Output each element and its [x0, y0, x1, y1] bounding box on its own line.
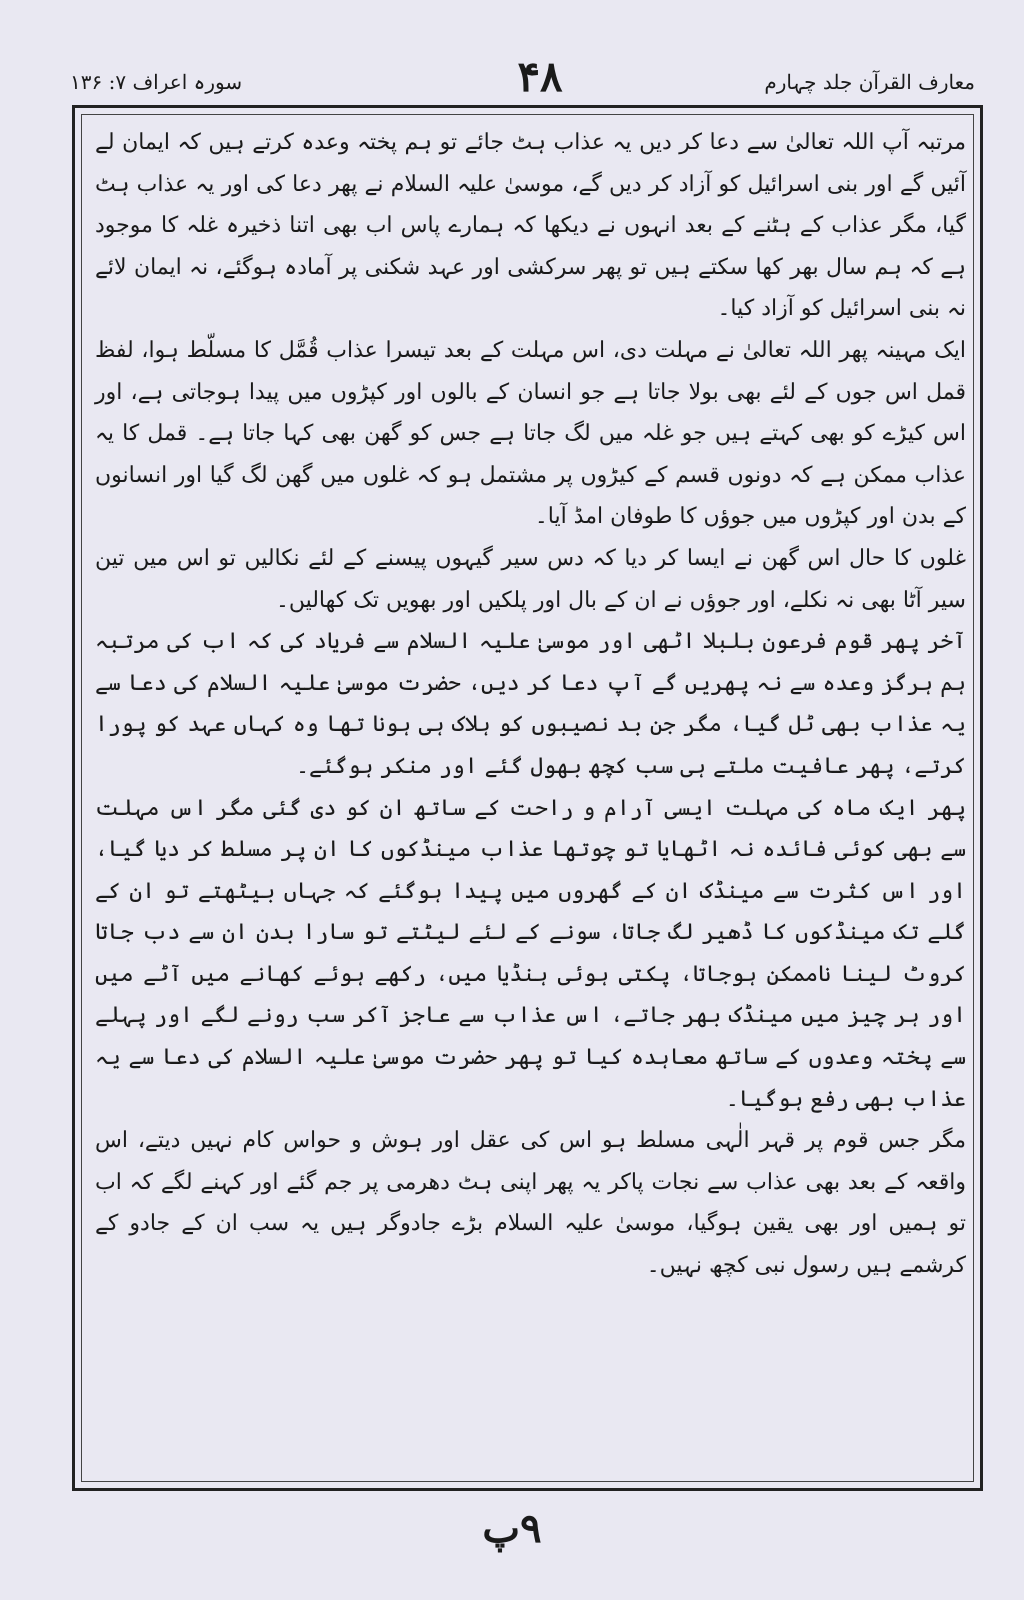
book-title: معارف القرآن جلد چہارم — [764, 70, 975, 94]
paragraph-1: مرتبہ آپ اللہ تعالیٰ سے دعا کر دیں یہ عذاب ہٹ جائے تو ہم پختہ وعدہ کرتے ہیں کہ ایمان لے آئیں گے اور بنی اسرائیل کو آزاد کر دیں گے، موسیٰ علیہ السلام نے پھر دعا کی اور یہ عذاب ہٹ گیا، مگر عذاب کے ہٹنے کے بعد انہوں نے دیکھا کہ ہمارے پاس اب بھی اتنا ذخیرہ غلہ کا موجود ہے کہ ہم سال بھر کھا سکتے ہیں تو پھر سرکشی اور عہد شکنی پر آمادہ ہوگئے، نہ ایمان لائے نہ بنی اسرائیل کو آزاد کیا۔ — [95, 130, 966, 322]
paragraph-4: آخر پھر قوم فرعون بلبلا اٹھی اور موسیٰ علیہ السلام سے فریاد کی کہ اب کی مرتبہ ہم ہرگز وعدہ سے نہ پھریں گے آپ دعا کر دیں، حضرت موسیٰ علیہ السلام کی دعا سے یہ عذاب بھی ٹل گیا، مگر جن بد نصیبوں کو ہلاک ہی ہونا تھا وہ کہاں عہد کو پورا کرتے، پھر عافیت ملتے ہی سب کچھ بھول گئے اور منکر ہوگئے۔ — [95, 629, 966, 779]
surah-reference: سورہ اعراف ۷: ۱۳۶ — [70, 70, 243, 94]
page-body — [95, 122, 966, 1287]
sheet-signature: ۹پ — [482, 1505, 542, 1552]
paragraph-6: مگر جس قوم پر قہر الٰہی مسلط ہو اس کی عقل اور ہوش و حواس کام نہیں دیتے، اس واقعہ کے بعد بھی عذاب سے نجات پاکر یہ پھر اپنی ہٹ دھرمی پر جم گئے اور کہنے لگے کہ اب تو ہمیں اور بھی یقین ہوگیا، موسیٰ علیہ السلام بڑے جادوگر ہیں یہ سب ان کے جادو کے کرشمے ہیں رسول نبی کچھ نہیں۔ — [95, 1128, 966, 1279]
page-number: ۴۸ — [517, 52, 563, 101]
paragraph-2: ایک مہینہ پھر اللہ تعالیٰ نے مہلت دی، اس مہلت کے بعد تیسرا عذاب قُمَّل کا مسلّط ہوا، لفظ قمل اس جوں کے لئے بھی بولا جاتا ہے جو انسان کے بالوں اور کپڑوں میں پیدا ہوجاتی ہے، اور اس کیڑے کو بھی کہتے ہیں جو غلہ میں لگ جاتا ہے جس کو گھن بھی کہا جاتا ہے۔ قمل کا یہ عذاب ممکن ہے کہ دونوں قسم کے کیڑوں پر مشتمل ہو کہ غلوں میں گھن لگ گیا اور انسانوں کے بدن اور کپڑوں میں جوؤں کا طوفان امڈ آیا۔ — [95, 337, 966, 530]
page-header — [70, 52, 975, 101]
paragraph-3: غلوں کا حال اس گھن نے ایسا کر دیا کہ دس سیر گیہوں پیسنے کے لئے نکالیں تو اس میں تین سیر آٹا بھی نہ نکلے، اور جوؤں نے ان کے بال اور پلکیں اور بھویں تک کھالیں۔ — [95, 545, 966, 613]
paragraph-5: پھر ایک ماہ کی مہلت ایسی آرام و راحت کے ساتھ ان کو دی گئی مگر اس مہلت سے بھی کوئی فائدہ نہ اٹھایا تو چوتھا عذاب مینڈکوں کا ان پر مسلط کر دیا گیا، اور اس کثرت سے مینڈک ان کے گھروں میں پیدا ہوگئے کہ جہاں بیٹھتے تو ان کے گلے تک مینڈکوں کا ڈھیر لگ جاتا، سونے کے لئے لیٹتے تو سارا بدن ان سے دب جاتا کروٹ لینا ناممکن ہوجاتا، پکتی ہوئی ہنڈیا میں، رکھے ہوئے کھانے میں آٹے میں اور ہر چیز میں مینڈک بھر جاتے، اس عذاب سے عاجز آکر سب رونے لگے اور پہلے سے پختہ وعدوں کے ساتھ معاہدہ کیا تو پھر حضرت موسیٰ علیہ السلام کی دعا سے یہ عذاب بھی رفع ہوگیا۔ — [95, 795, 966, 1112]
text-frame — [72, 105, 983, 1491]
